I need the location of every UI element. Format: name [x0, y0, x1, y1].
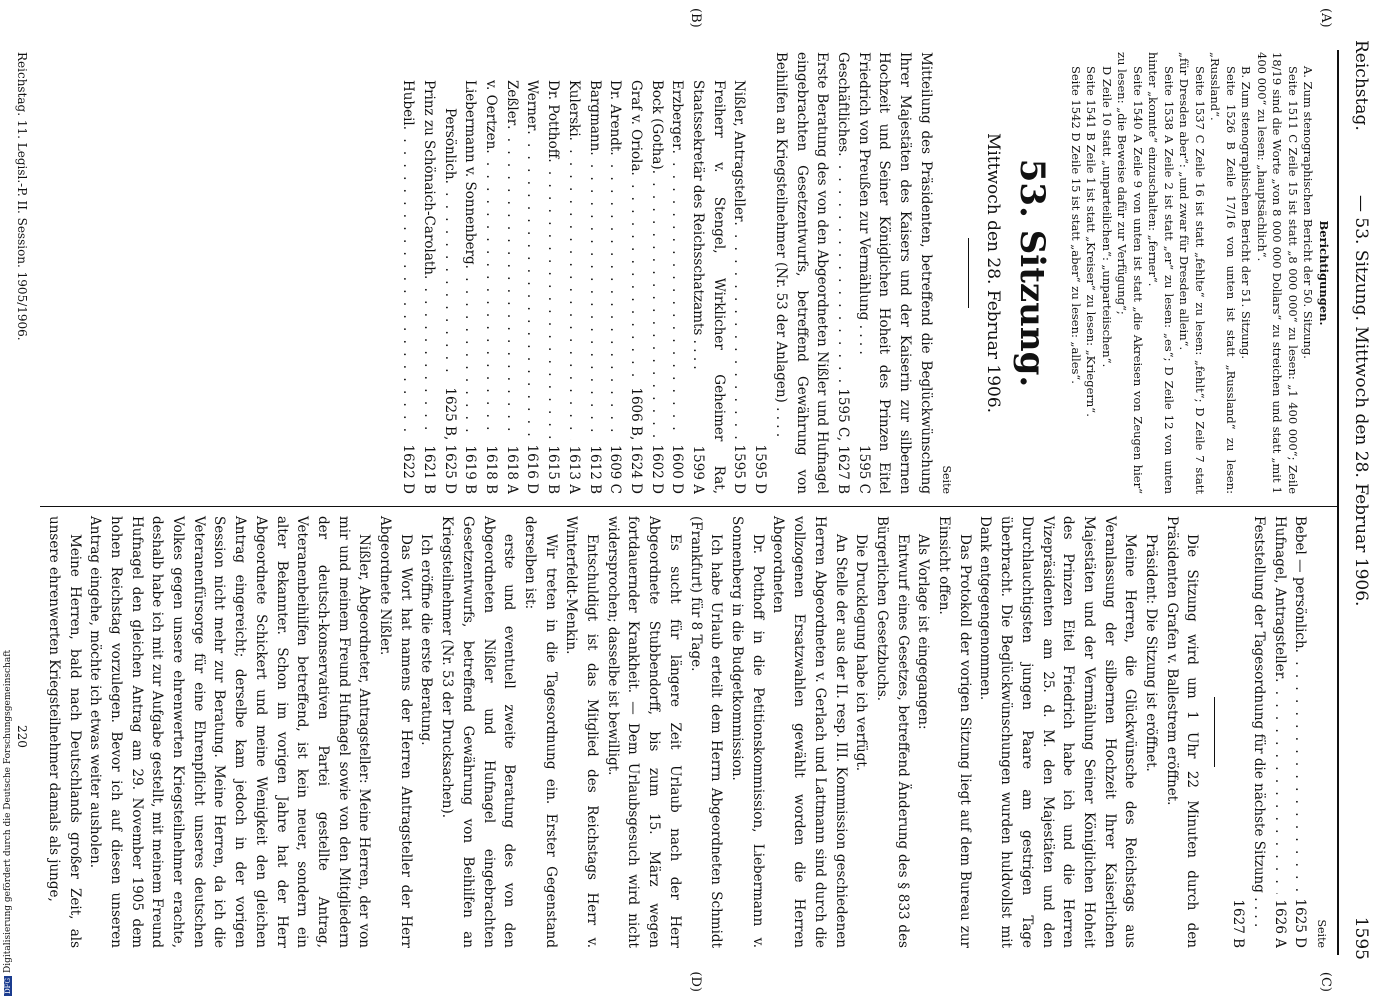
- minutes-paragraph: Entwurf eines Gesetzes, betreffend Änderung des § 833 des Bürgerlichen Gesetzbuchs.: [873, 516, 911, 948]
- correction-line: Seite 1526 B Zeile 17/16 von unten ist statt „Russland“ zu lesen: „Russland“.: [1208, 52, 1238, 494]
- correction-line: Seite 1541 B Zeile 1 ist statt „Kreiser“ zu lesen: „Kriegern“.: [1084, 66, 1099, 417]
- toc-entry-page: 1625 B, 1625 D: [441, 387, 458, 494]
- minutes-paragraph: Präsident: Die Sitzung ist eröffnet.: [1143, 534, 1160, 772]
- toc-entry-text: Bebel — persönlich: [1292, 516, 1309, 649]
- minutes-paragraph: Ich eröffne die erste Beratung.: [418, 534, 435, 746]
- seite-label-right: Seite: [1315, 919, 1328, 948]
- toc-row: [729, 52, 750, 494]
- section-rule: [1214, 697, 1215, 767]
- toc-leader: [501, 125, 522, 439]
- toc-leader: [1290, 649, 1311, 893]
- toc-entry-text: v. Oertzen: [483, 80, 500, 150]
- minutes-paragraph: Dr. Potthoff in die Petitionskommission, Liebermann v. Sonnenberg in die Budgetkommission.: [729, 516, 766, 948]
- toc-row: [460, 52, 481, 494]
- toc-entry-page: 1612 B: [586, 445, 603, 494]
- toc-entry-text: Erzberger: [669, 80, 686, 150]
- margin-mark-c: (C): [1318, 971, 1333, 992]
- toc-entry-page: 1600 D: [669, 444, 686, 494]
- session-date: Mittwoch den 28. Februar 1906.: [983, 132, 1004, 414]
- toc-leader: [439, 180, 460, 382]
- margin-mark-a: (A): [1318, 8, 1333, 28]
- minutes-paragraph: Als Vorlage ist eingegangen:: [915, 534, 932, 730]
- toc-entry-text: Dr. Arendt: [607, 80, 624, 152]
- toc-row: Erste Beratung des von den Abgeordneten Nißler und Hufnagel eingebrachten Gesetzentwurfs, betreffend Gewährung von Beihilfen an Kriegsteilnehmer (Nr. 53 der Anlagen) . . . . 1595 D: [749, 52, 832, 494]
- toc-entry-text: Graf v. Oriola: [627, 80, 644, 172]
- minutes-paragraph: Die Drucklegung habe ich verfügt.: [853, 534, 870, 772]
- toc-entry-text: Dr. Potthoff: [545, 80, 562, 159]
- toc-row: [605, 52, 626, 494]
- toc-entry-page: 1602 D: [648, 444, 665, 494]
- toc-entry-page: 1621 B: [420, 445, 437, 494]
- toc-row: [1290, 516, 1311, 948]
- toc-leader: [667, 150, 688, 439]
- correction-line: B. Zum stenographischen Bericht der 51. Sitzung.: [1239, 66, 1254, 360]
- toc-row: [542, 52, 563, 494]
- toc-entry-page: 1616 D: [524, 444, 541, 494]
- toc-leader: [522, 130, 543, 438]
- seite-label: Seite: [940, 465, 954, 494]
- correction-line: Seite 1511 C Zeile 15 ist statt „8 000 000“ zu lesen: „1 400 000“; Zeile 18/19 sind die Worte „von 8 000 000 Dollars“ zu streichen und statt „mit 1 400 000“ zu lesen: „hauptsächlich“.: [1255, 52, 1300, 494]
- toc-leader: [1269, 678, 1290, 893]
- toc-entry-text: Erste Beratung des von den Abgeordneten Nißler und Hufnagel eingebrachten Gesetzentwurfs, betreffend Gewährung von Beihilfen an Kriegsteilnehmer (Nr. 53 der Anlagen): [772, 52, 831, 494]
- toc-entry-page: 1606 B, 1624 D: [627, 387, 644, 494]
- toc-row: [480, 52, 501, 494]
- toc-entry-text: Bock (Gotha): [648, 80, 665, 170]
- margin-mark-d: (D): [688, 971, 703, 992]
- toc-row: [584, 52, 605, 494]
- minutes-paragraph: Meine Herren, die Glückwünsche des Reichstags aus Veranlassung der silbernen Hochzeit Ihrer Kaiserlichen Majestäten und der Vermählung Seiner Königlichen Hoheit des Prinzen Eitel Friedrich habe ich und die Herren Vizepräsidenten am 25. d. M. den Majestäten und den Durchlauchtigsten jungen Paare am gestrigen Tage überbracht. Die Beglückwünschungen wurden huldvollst mit Dank entgegengenommen.: [977, 516, 1139, 948]
- toc-entry-text: Geschäftliches: [834, 52, 851, 153]
- toc-leader: [832, 152, 853, 382]
- toc-entry-page: 1618 B: [483, 445, 500, 494]
- toc-leader: [625, 172, 646, 382]
- toc-row: [667, 52, 688, 494]
- session-title: 53. Sitzung.: [1012, 158, 1053, 388]
- table-of-contents-continued: [1227, 516, 1310, 948]
- minutes-paragraph: Die Sitzung wird um 1 Uhr 22 Minuten durch den Präsidenten Grafen v. Ballestrem eröffnet.: [1163, 516, 1201, 948]
- toc-entry-text: Kulerski: [565, 80, 582, 137]
- toc-leader: [480, 149, 501, 439]
- toc-entry-page: 1599 A: [690, 445, 707, 494]
- minutes-paragraph: Das Wort hat namens der Herren Antragsteller der Herr Abgeordnete Nißler.: [377, 516, 414, 948]
- minutes-paragraph: Wir treten in die Tagesordnung ein. Erster Gegenstand derselben ist:: [521, 516, 559, 948]
- toc-entry-page: 1595 C, 1627 B: [834, 388, 851, 494]
- funding-note-text: Digitalisierung gefördert durch die Deutsche Forschungsgemeinschaft: [3, 649, 13, 973]
- toc-entry-page: 1609 C: [607, 445, 624, 494]
- toc-row: [522, 52, 543, 494]
- toc-entry-text: Liebermann v. Sonnenberg: [462, 80, 479, 265]
- toc-entry-page: 1622 D: [400, 444, 417, 494]
- toc-row: [501, 52, 522, 494]
- toc-leader: [605, 151, 626, 439]
- toc-row: [418, 52, 439, 494]
- toc-entry-text: Hubeil: [400, 80, 417, 126]
- toc-entry-page: 1595 C: [855, 445, 872, 494]
- toc-row: Freiherr v. Stengel, Wirklicher Geheimer Rat, Staatssekretär des Reichsschatzamts . . . . 1599 A: [687, 52, 728, 494]
- corrections-title: Berichtigungen.: [1317, 220, 1331, 326]
- toc-row: [646, 52, 667, 494]
- minutes-paragraph: Ich habe Urlaub erteilt dem Herrn Abgeordneten Schmidt (Frankfurt) für 8 Tage.: [687, 516, 725, 948]
- toc-row: [832, 52, 853, 494]
- toc-entry-text: Mitteilung des Präsidenten, betreffend die Beglückwünschung Ihrer Majestäten des Kaisers und der Kaiserin zur silbernen Hochzeit und Seiner Königlichen Hoheit des Prinzen Eitel Friedrich von Preußen zur Vermählung: [855, 52, 934, 494]
- session-minutes: [43, 516, 1202, 948]
- toc-leader: [646, 170, 667, 439]
- toc-entry-page: 1595 D: [731, 444, 748, 494]
- toc-entry-text: Prinz zu Schönaich-Carolath: [420, 80, 437, 276]
- minutes-paragraph: Meine Herren, bald nach Deutschlands großer Zeit, als unsere ehrenwerten Kriegsteilnehmer damals als junge,: [45, 516, 83, 948]
- table-of-contents: [398, 52, 936, 494]
- corrections-list: [1068, 52, 1316, 494]
- toc-leader: [729, 221, 750, 438]
- toc-row: [1269, 516, 1290, 948]
- correction-line: Seite 1542 D Zeile 15 ist statt „aber“ zu lesen: „alles“.: [1069, 66, 1083, 384]
- correction-line: D Zeile 10 statt „unparteilichen“: „unparteiischen“.: [1100, 66, 1114, 368]
- correction-line: A. Zum stenographischen Bericht der 50. Sitzung.: [1301, 66, 1316, 359]
- header-center: — 53. Sitzung. Mittwoch den 28. Februar 1906.: [1351, 195, 1371, 607]
- footer-legislature: Reichstag. 11. Legisl.-P. II. Session. 1905/1906.: [15, 52, 29, 341]
- header-rule: [1337, 50, 1339, 955]
- toc-row: [439, 52, 460, 494]
- toc-entry-page: 1627 B: [1230, 899, 1247, 948]
- footer-page-number: 220: [15, 725, 29, 748]
- toc-entry-text: Feststellung der Tagesordnung für die nächste Sitzung: [1250, 516, 1267, 893]
- right-column: [43, 516, 1331, 948]
- correction-line: Seite 1540 A Zeile 9 von unten ist statt „die Akreisen von Zeugen hier“ zu lesen: „die Beweise dafür zur Verfügung“;: [1115, 52, 1145, 494]
- toc-entry-text: Freiherr v. Stengel, Wirklicher Geheimer Rat, Staatssekretär des Reichsschatzamts: [690, 80, 727, 494]
- toc-entry-page: 1615 B: [545, 445, 562, 494]
- header-left: Reichstag.: [1351, 40, 1371, 131]
- toc-leader: [398, 126, 419, 439]
- toc-entry-text: Bargmann: [586, 80, 603, 152]
- toc-leader: [584, 151, 605, 439]
- toc-leader: [542, 158, 563, 439]
- toc-leader: [563, 137, 584, 440]
- minutes-paragraph: erste und eventuell zweite Beratung des von den Abgeordneten Nißler und Hufnagel eingebrachten Gesetzentwurfs, betreffend Gewährung von Beihilfen an Kriegsteilnehmer (Nr. 53 der Drucksachen).: [439, 516, 518, 948]
- toc-entry-page: 1595 D: [752, 444, 769, 494]
- header-page-number: 1595: [1351, 916, 1371, 960]
- toc-entry-text: Zeßler: [503, 80, 520, 126]
- minutes-paragraph: Nißler, Abgeordneter, Antragsteller: Meine Herren, der von mir und meinem Freund Hufnagel sowie von den Mitgliedern der deutsch-konservativen Partei gestellte Antrag, Veteranenbeihilfen betreffend, ist kein neuer, sondern ein alter Bekannter. Schon im vorigen Jahre hat der Herr Abgeordnete Schickert und meine Wenigkeit den gleichen Antrag eingereicht; derselbe kam jedoch in der vorigen Session nicht mehr zur Beratung. Meine Herren, da ich die Veteranenfürsorge für eine Ehrenpflicht unseres deutschen Volkes gegen unsere ehrenwerten Kriegsteilnehmer erachte, deshalb habe ich mit zur Aufgabe gestellt, mit meinem Freund Hufnagel den gleichen Antrag am 29. November 1905 dem hohen Reichstag vorzulegen. Bevor ich auf diesen unseren Antrag eingehe, möchte ich etwas weiter ausholen.: [87, 516, 373, 948]
- toc-row: [398, 52, 419, 494]
- toc-entry-text: Hufnagel, Antragsteller: [1271, 516, 1288, 679]
- minutes-paragraph: Das Protokoll der vorigen Sitzung liegt auf dem Bureau zur Einsicht offen.: [936, 516, 973, 948]
- toc-leader: [418, 275, 439, 439]
- toc-leader: [460, 265, 481, 440]
- toc-entry-page: 1613 A: [565, 445, 582, 494]
- toc-entry-page: 1618 A: [503, 445, 520, 494]
- toc-row: Mitteilung des Präsidenten, betreffend die Beglückwünschung Ihrer Majestäten des Kaisers und der Kaiserin zur silbernen Hochzeit und Seiner Königlichen Hoheit des Prinzen Eitel Friedrich von Preußen zur Vermählung . . . . 1595 C: [853, 52, 936, 494]
- toc-entry-text: Werner: [524, 80, 541, 131]
- title-rule: [969, 238, 970, 308]
- dfg-logo-icon: DFG: [4, 977, 12, 994]
- margin-mark-b: (B): [688, 8, 703, 28]
- toc-entry-text: Persönlich: [441, 108, 458, 180]
- correction-line: Seite 1537 C Zeile 16 ist statt „fehlte“ zu lesen: „fehlt“; D Zeile 7 statt „für Dresden aber“: „und zwar für Dresden allein“.: [1177, 52, 1207, 494]
- funding-note: [3, 650, 13, 996]
- toc-row: Feststellung der Tagesordnung für die nächste Sitzung . . . . 1627 B: [1227, 516, 1268, 948]
- column-divider: [40, 506, 1337, 507]
- toc-row: [563, 52, 584, 494]
- minutes-paragraph: Es sucht für längere Zeit Urlaub nach der Herr Abgeordnete Stubbendorff, bis zum 15. März wegen fortdauernder Krankheit. — Dem Urlaubsgesuch wird nicht widersprochen; dasselbe ist bewilligt.: [604, 516, 683, 948]
- toc-entry-page: 1619 B: [462, 445, 479, 494]
- running-header: [1341, 40, 1371, 960]
- toc-row: [625, 52, 646, 494]
- left-column: [398, 52, 1331, 494]
- minutes-paragraph: An Stelle der aus der II. resp. III. Kommission geschiedenen Herren Abgeordneten v. Gerlach und Lattmann sind durch die vollzogenen Ersatzwahlen gewählt worden die Herren Abgeordneten: [770, 516, 849, 948]
- correction-line: Seite 1538 A Zeile 2 ist statt „er“ zu lesen: „es“; D Zeile 12 von unten hinter „konnte“ einzuschalten: „ferner“.: [1146, 52, 1176, 494]
- toc-entry-page: 1626 A: [1271, 899, 1288, 948]
- toc-entry-page: 1625 D: [1292, 898, 1309, 948]
- toc-entry-text: Nißler, Antragsteller: [731, 80, 748, 222]
- minutes-paragraph: Entschuldigt ist das Mitglied des Reichstags Herr v. Winterfeldt-Menkin.: [563, 516, 601, 948]
